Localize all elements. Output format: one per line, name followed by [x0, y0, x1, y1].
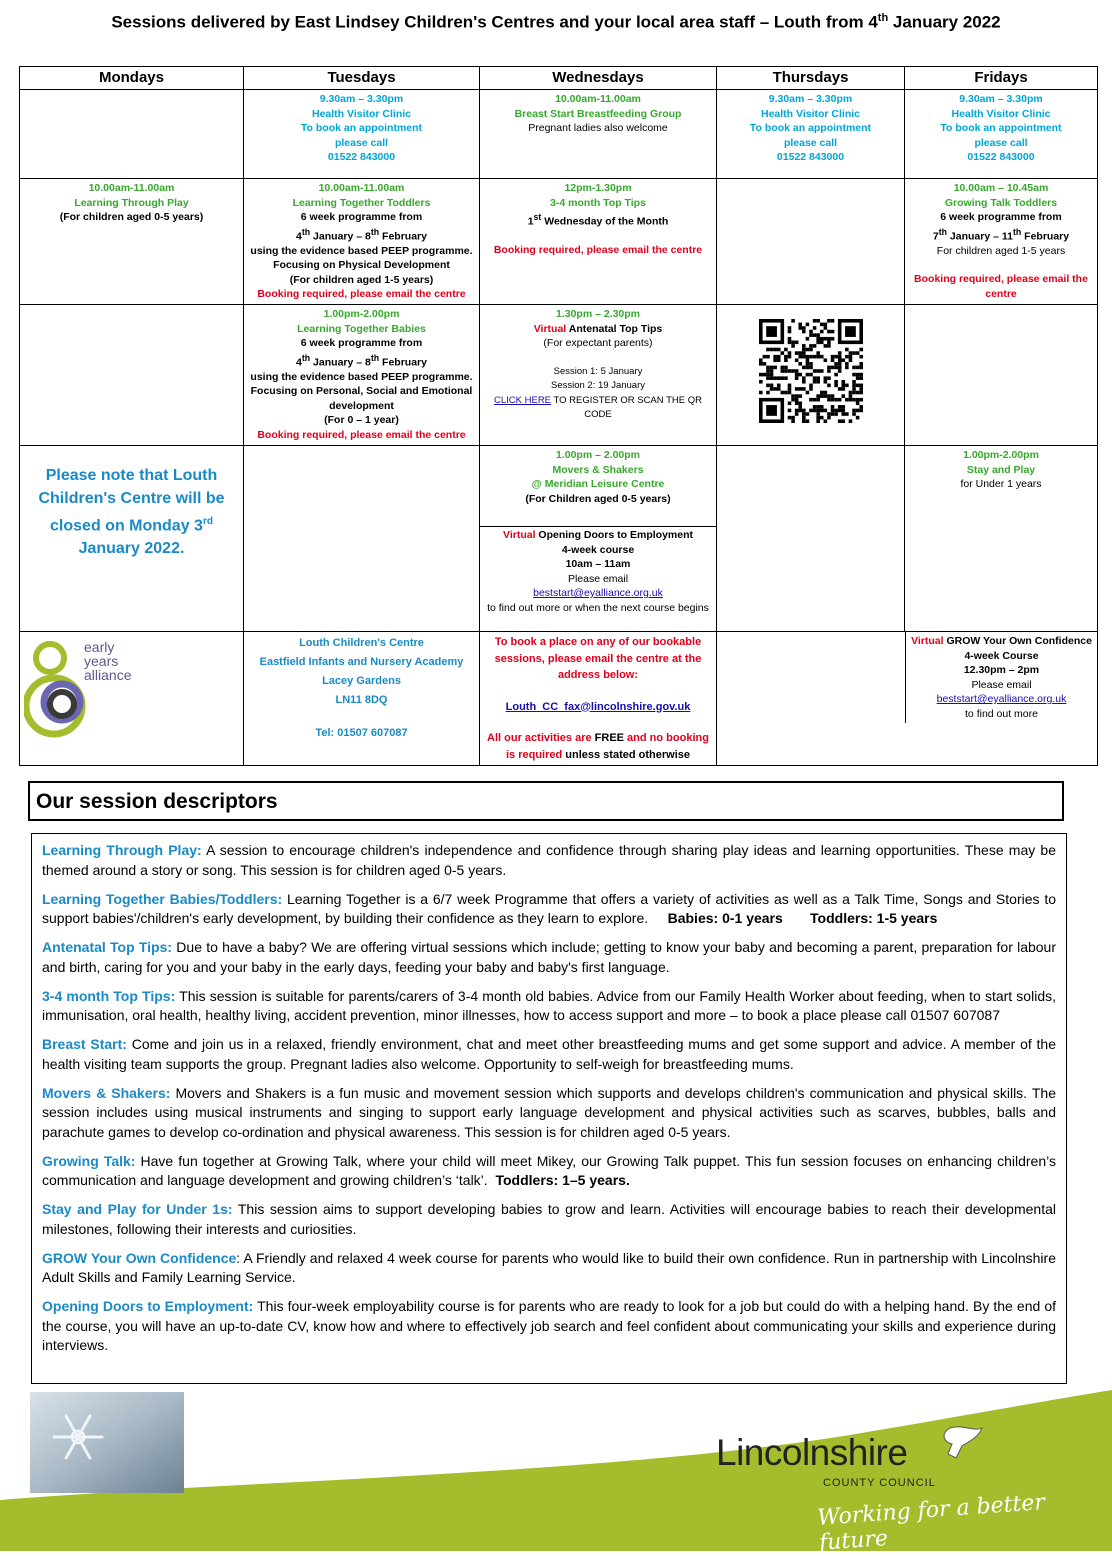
session-breast-start: 10.00am-11.00am Breast Start Breastfeeding Group Pregnant ladies also welcome: [480, 90, 717, 179]
session-health-visitor-thu: 9.30am – 3.30pm Health Visitor Clinic To book an appointment please call 01522 843000: [717, 90, 905, 179]
cell-empty: [20, 90, 244, 179]
session-learning-through-play: 10.00am-11.00am Learning Through Play (For children aged 0-5 years): [20, 179, 244, 305]
descriptors-list: [31, 833, 1067, 1384]
booking-info: To book a place on any of our bookable sessions, please email the centre at the address below: Louth_CC_fax@lincolnshire.gov.uk All our activities are FREE and no booking is required unless stated otherwise: [480, 632, 717, 766]
early-years-alliance-logo: early years alliance: [24, 638, 239, 742]
centre-address: Louth Children's Centre Eastfield Infants and Nursery Academy Lacey Gardens LN11 8DQ Tel: 01507 607087: [244, 632, 480, 766]
descriptor-item: Breast Start: Come and join us in a relaxed, friendly environment, chat and meet other breastfeeding mums and get some support and advice. A member of the health visiting team supports the group. Pregnant ladies also welcome. Opportunity to self-weigh for breastfeeding mums.: [42, 1036, 1057, 1072]
descriptor-item: Learning Through Play: A session to encourage children's independence and confidence through sharing play ideas and learning opportunities. These may be themed around a story or song. This session is for children aged 0-5 years.: [42, 842, 1056, 878]
closure-note: Please note that Louth Children's Centre will be closed on Monday 3rd January 2022.: [20, 446, 244, 632]
cell-empty: [717, 179, 905, 305]
session-learning-together-babies: 1.00pm-2.00pm Learning Together Babies 6 week programme from 4th January – 8th February using the evidence based PEEP programme. Focusing on Personal, Social and Emotional development (For 0 – 1 year) Booking required, please email the centre: [244, 305, 480, 446]
table-row: [20, 90, 1098, 179]
timetable: [19, 66, 1098, 766]
day-monday: Mondays: [20, 67, 244, 90]
page-title: Sessions delivered by East Lindsey Children's Centres and your local area staff – Louth from 4th January 2022: [111, 12, 1001, 32]
descriptor-item: Movers & Shakers: Movers and Shakers is a fun music and movement session which supports and develops children's communication and physical skills. The session includes using musical instruments and singing to support early language development and physical activities such as scarves, bubbles, balls and parachute games to develop co-ordination and physical awareness. This session is for children aged 0-5 years.: [42, 1084, 1056, 1140]
session-health-visitor-tue: 9.30am – 3.30pm Health Visitor Clinic To book an appointment please call 01522 843000: [244, 90, 480, 179]
day-friday: Fridays: [905, 67, 1098, 90]
day-wednesday: Wednesdays: [480, 67, 717, 90]
descriptors-heading: Our session descriptors: [28, 781, 1064, 821]
session-antenatal-top-tips: 1.30pm – 2.30pm Virtual Antenatal Top Tips (For expectant parents) Session 1: 5 January Session 2: 19 January CLICK HERE TO REGISTER OR SCAN THE QR CODE: [480, 305, 717, 446]
lincolnshire-logo: Lincolnshire COUNTY COUNCIL Working for a better future: [700, 1420, 1100, 1540]
day-tuesday: Tuesdays: [244, 67, 480, 90]
descriptor-item: Opening Doors to Employment: This four-week employability course is for parents who are ready to look for a job but could do with a helping hand. By the end of the course, you will have an up-to-date CV, know how and where to effectively job search and feel confident about communicating your skills and experience during interviews.: [42, 1298, 1057, 1353]
session-stay-and-play: 1.00pm-2.00pm Stay and Play for Under 1 years: [905, 446, 1098, 632]
merged-cell: [717, 632, 1098, 766]
descriptor-item: Growing Talk: Have fun together at Growing Talk, where your child will meet Mikey, our Growing Talk puppet. This fun session focuses on enhancing children’s communication and language development and growing children’s ‘talk’. Toddlers: 1–5 years.: [42, 1152, 1056, 1188]
table-row: [20, 179, 1098, 305]
cell-empty: [905, 305, 1098, 446]
logo-cell: [20, 632, 244, 766]
descriptor-item: 3-4 month Top Tips: This session is suitable for parents/carers of 3-4 month old babies. Advice from our Family Health Worker about feeding, when to start solids, immunisation, oral health, healthy living, accident prevention, minor illnesses, how to access support and more – to book a place please call 01507 607087: [42, 987, 1056, 1023]
session-growing-talk-toddlers: 10.00am – 10.45am Growing Talk Toddlers 6 week programme from 7th January – 11th February For children aged 1-5 years Booking required, please email the centre: [905, 179, 1098, 305]
descriptor-item: Stay and Play for Under 1s: This session aims to support developing babies to grow and learn. Activities will encourage babies to reach their developmental milestones, following their interests and curiosities.: [42, 1201, 1056, 1237]
day-header-row: [20, 67, 1098, 90]
descriptor-item: Antenatal Top Tips: Due to have a baby? We are offering virtual sessions which include; getting to know your baby and becoming a parent, preparation for labour and birth, caring for you and your baby in the early days, feeding your baby and baby's first language.: [42, 939, 1056, 975]
table-row: [20, 446, 1098, 632]
snowflake-image: [30, 1392, 184, 1493]
session-opening-doors: Virtual Opening Doors to Employment 4-week course 10am – 11am Please email beststart@eyalliance.org.uk to find out more or when the next course begins: [487, 529, 709, 614]
cell-empty: [244, 446, 480, 632]
session-movers-shakers: 1.00pm – 2.00pm Movers & Shakers @ Meridian Leisure Centre (For Children aged 0-5 years): [480, 446, 716, 527]
cell-empty: [717, 446, 905, 632]
table-row: [20, 305, 1098, 446]
session-health-visitor-fri: 9.30am – 3.30pm Health Visitor Clinic To book an appointment please call 01522 843000: [905, 90, 1098, 179]
session-grow-confidence: Virtual GROW Your Own Confidence 4-week Course 12.30pm – 2pm Please email beststart@eyalliance.org.uk to find out more: [905, 632, 1097, 723]
table-row: [20, 632, 1098, 766]
descriptor-item: Learning Together Babies/Toddlers: Learning Together is a 6/7 week Programme that offers a variety of activities as well as a Talk Time, Songs and Stories to support babies'/children's early development, by building their confidence as they learn to explore. Babies: 0-1 years Toddlers: 1-5 years: [42, 890, 1056, 926]
cell-empty: [20, 305, 244, 446]
qr-code-icon[interactable]: [759, 319, 863, 423]
descriptor-item: GROW Your Own Confidence: A Friendly and relaxed 4 week course for parents who would like to build their own confidence. Run in partnership with Lincolnshire Adult Skills and Family Learning Service.: [42, 1249, 1056, 1285]
session-3-4-month-top-tips: 12pm-1.30pm 3-4 month Top Tips 1st Wednesday of the Month Booking required, please email the centre: [480, 179, 717, 305]
wednesday-split-cell: [480, 446, 717, 632]
day-thursday: Thursdays: [717, 67, 905, 90]
centre-email-link[interactable]: Louth_CC_fax@lincolnshire.gov.uk: [505, 700, 691, 713]
session-learning-together-toddlers: 10.00am-11.00am Learning Together Toddlers 6 week programme from 4th January – 8th February using the evidence based PEEP programme. Focusing on Physical Development (For children aged 1-5 years) Booking required, please email the centre: [244, 179, 480, 305]
register-link[interactable]: CLICK HERE: [494, 394, 552, 406]
email-link[interactable]: beststart@eyalliance.org.uk: [533, 587, 663, 599]
qr-cell: [717, 305, 905, 446]
email-link[interactable]: beststart@eyalliance.org.uk: [936, 693, 1067, 705]
